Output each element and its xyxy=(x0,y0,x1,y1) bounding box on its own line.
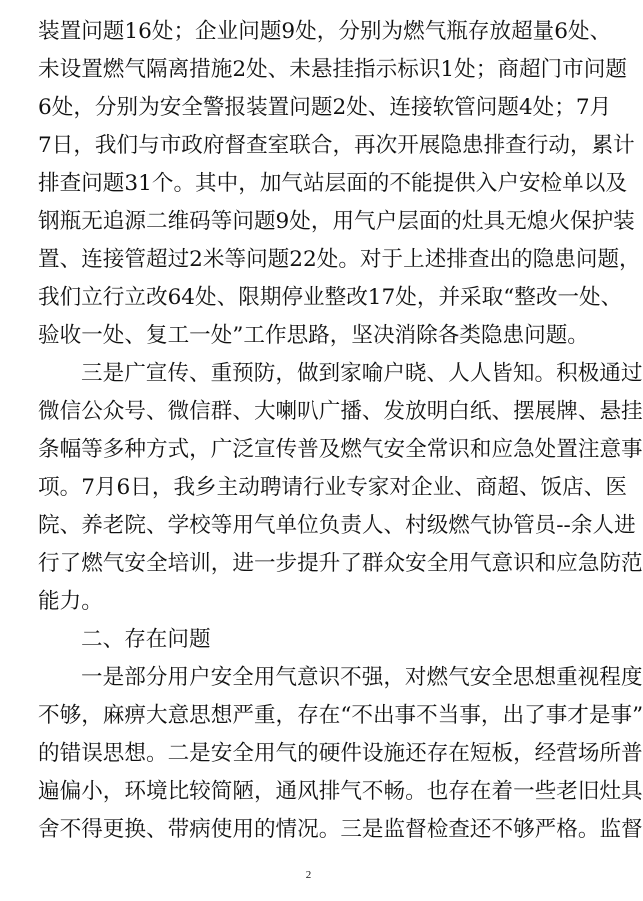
text-line: 钢瓶无追源二维码等问题9处，用气户层面的灶具无熄火保护装 xyxy=(38,209,635,234)
text-line: 我们立行立改64处、限期停业整改17处，并采取“整改一处、 xyxy=(38,285,623,310)
page-number: 2 xyxy=(305,869,312,881)
text-line: 舍不得更换、带病使用的情况。三是监督检查还不够严格。监督 xyxy=(38,817,643,842)
text-line: 能力。 xyxy=(38,589,103,614)
text-line: 未设置燃气隔离措施2处、未悬挂指示标识1处；商超门市问题 xyxy=(38,57,627,82)
text-line: 置、连接管超过2米等问题22处。对于上述排查出的隐患问题， xyxy=(38,247,641,272)
text-line: 遍偏小，环境比较简陋，通风排气不畅。也存在着一些老旧灶具 xyxy=(38,779,643,804)
text-line: 不够，麻痹大意思想严重，存在“不出事不当事，出了事才是事” xyxy=(38,703,643,728)
text-line: 项。7月6日，我乡主动聘请行业专家对企业、商超、饭店、医 xyxy=(38,475,627,500)
text-line: 院、养老院、学校等用气单位负责人、村级燃气协管员--余人进 xyxy=(38,513,636,538)
text-line: 的错误思想。二是安全用气的硬件设施还存在短板，经营场所普 xyxy=(38,741,643,766)
text-line: 行了燃气安全培训，进一步提升了群众安全用气意识和应急防范 xyxy=(38,551,643,576)
text-line: 排查问题31个。其中，加气站层面的不能提供入户安检单以及 xyxy=(38,171,627,196)
section-heading: 二、存在问题 xyxy=(81,627,211,652)
text-line: 验收一处、复工一处”工作思路，坚决消除各类隐患问题。 xyxy=(38,323,589,348)
paragraph-first-line: 三是广宣传、重预防，做到家喻户晓、人人皆知。积极通过 xyxy=(81,361,643,386)
text-line: 装置问题16处；企业问题9处，分别为燃气瓶存放超量6处、 xyxy=(38,19,612,44)
text-line: 条幅等多种方式，广泛宣传普及燃气安全常识和应急处置注意事 xyxy=(38,437,643,462)
paragraph-first-line: 一是部分用户安全用气意识不强，对燃气安全思想重视程度 xyxy=(81,665,643,690)
text-line: 微信公众号、微信群、大喇叭广播、发放明白纸、摆展牌、悬挂 xyxy=(38,399,643,424)
text-line: 6处，分别为安全警报装置问题2处、连接软管问题4处；7月 xyxy=(38,95,612,120)
text-line: 7日，我们与市政府督查室联合，再次开展隐患排查行动，累计 xyxy=(38,133,635,158)
